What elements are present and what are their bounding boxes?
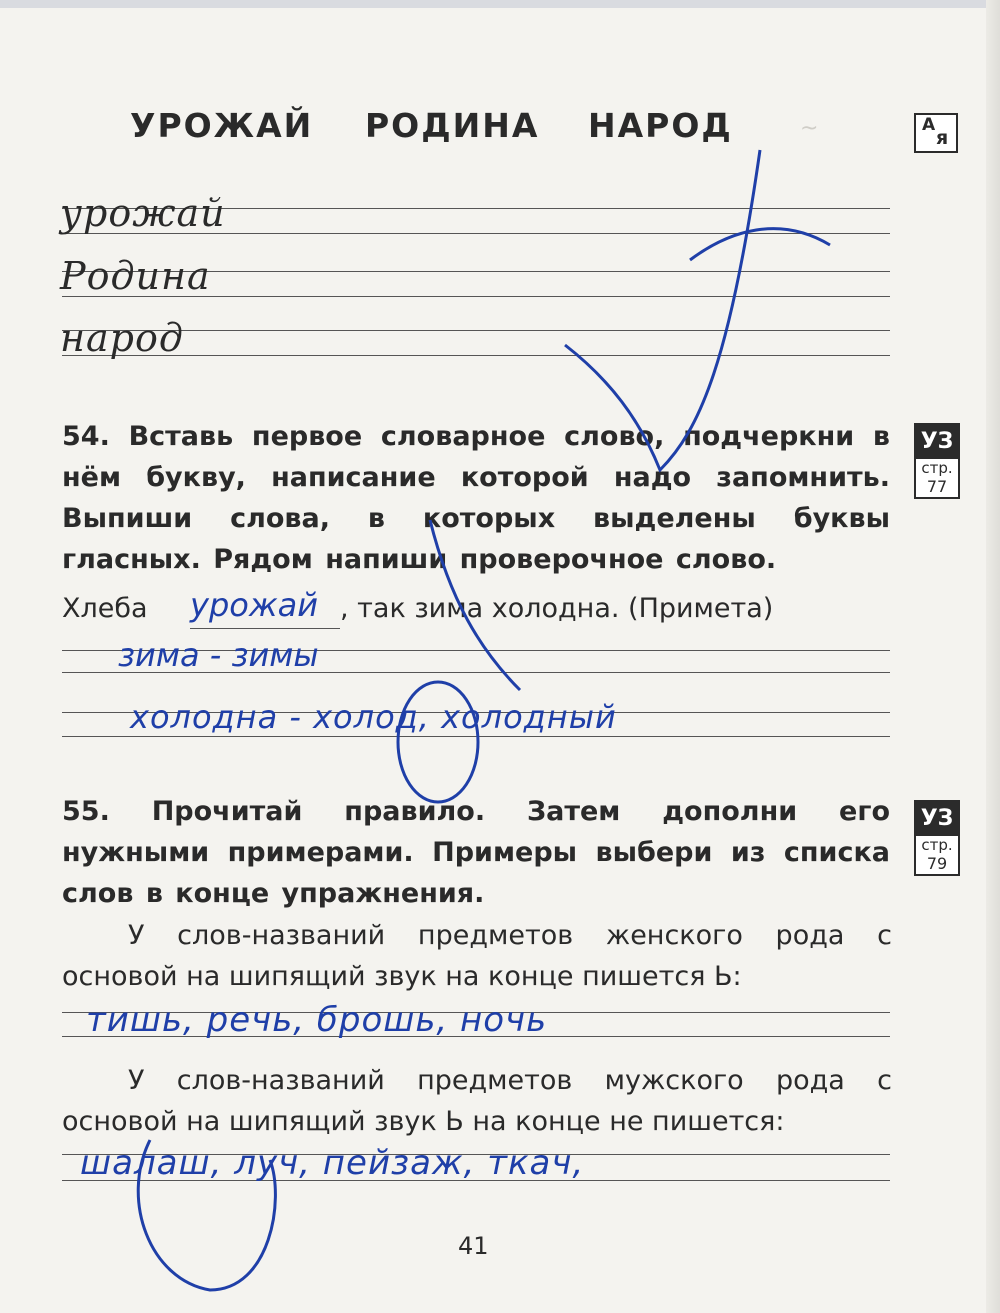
cursive-word-2: Родина — [60, 254, 211, 298]
rule-feminine: У слов-названий предметов женского рода с основой на шипящий звук на конце пишется Ь: — [62, 920, 892, 992]
exercise-55-instruction: 55. Прочитай правило. Затем дополни его нужными примерами. Примеры выбери из списка слов в конце упражнения. — [62, 796, 890, 909]
dictionary-word-3: НАРОД — [588, 106, 733, 145]
dictionary-word-2: РОДИНА — [365, 106, 540, 145]
badge-title: УЗ — [916, 802, 958, 836]
dictionary-icon-letter-a: А — [922, 115, 936, 135]
badge-label: стр. — [921, 459, 953, 477]
bleed-through-text: ~ — [800, 116, 819, 141]
circle-mark — [398, 682, 478, 802]
pen-stroke — [430, 520, 520, 690]
circle-mark-bottom — [138, 1140, 275, 1290]
check-mark-large — [565, 150, 760, 470]
page-number: 41 — [458, 1232, 489, 1260]
proverb-start: Хлеба — [62, 593, 148, 624]
badge-page: 79 — [926, 854, 948, 873]
badge-page: 77 — [926, 477, 948, 496]
badge-title: УЗ — [916, 425, 958, 459]
rule-masculine: У слов-названий предметов мужского рода с основой на шипящий звук Ь на конце не пишется: — [62, 1065, 892, 1137]
cursive-word-3: народ — [60, 316, 184, 360]
handwritten-answer-54-line-2: холодна - холод, холодный — [130, 698, 617, 736]
exercise-54-instruction: 54. Вставь первое словарное слово, подчеркни в нём букву, написание которой надо запомнить. Выпиши слова, в которых выделены буквы гласных. Рядом напиши проверочное слово. — [62, 421, 890, 575]
handwritten-answer-54-line-1: зима - зимы — [118, 636, 319, 674]
check-mark-stroke — [690, 229, 830, 260]
dictionary-icon-letter-ya: я — [936, 127, 949, 149]
handwritten-answer-55-line-2: шалаш, луч, пейзаж, ткач, — [80, 1143, 585, 1183]
handwritten-insert: урожай — [190, 586, 319, 624]
handwritten-answer-55-line-1: тишь, речь, брошь, ночь — [86, 1000, 548, 1040]
proverb-end: , так зима холодна. (Примета) — [340, 593, 774, 624]
cursive-word-1: урожай — [60, 191, 226, 235]
badge-label: стр. — [921, 836, 953, 854]
dictionary-word-1: УРОЖАЙ — [130, 106, 314, 145]
